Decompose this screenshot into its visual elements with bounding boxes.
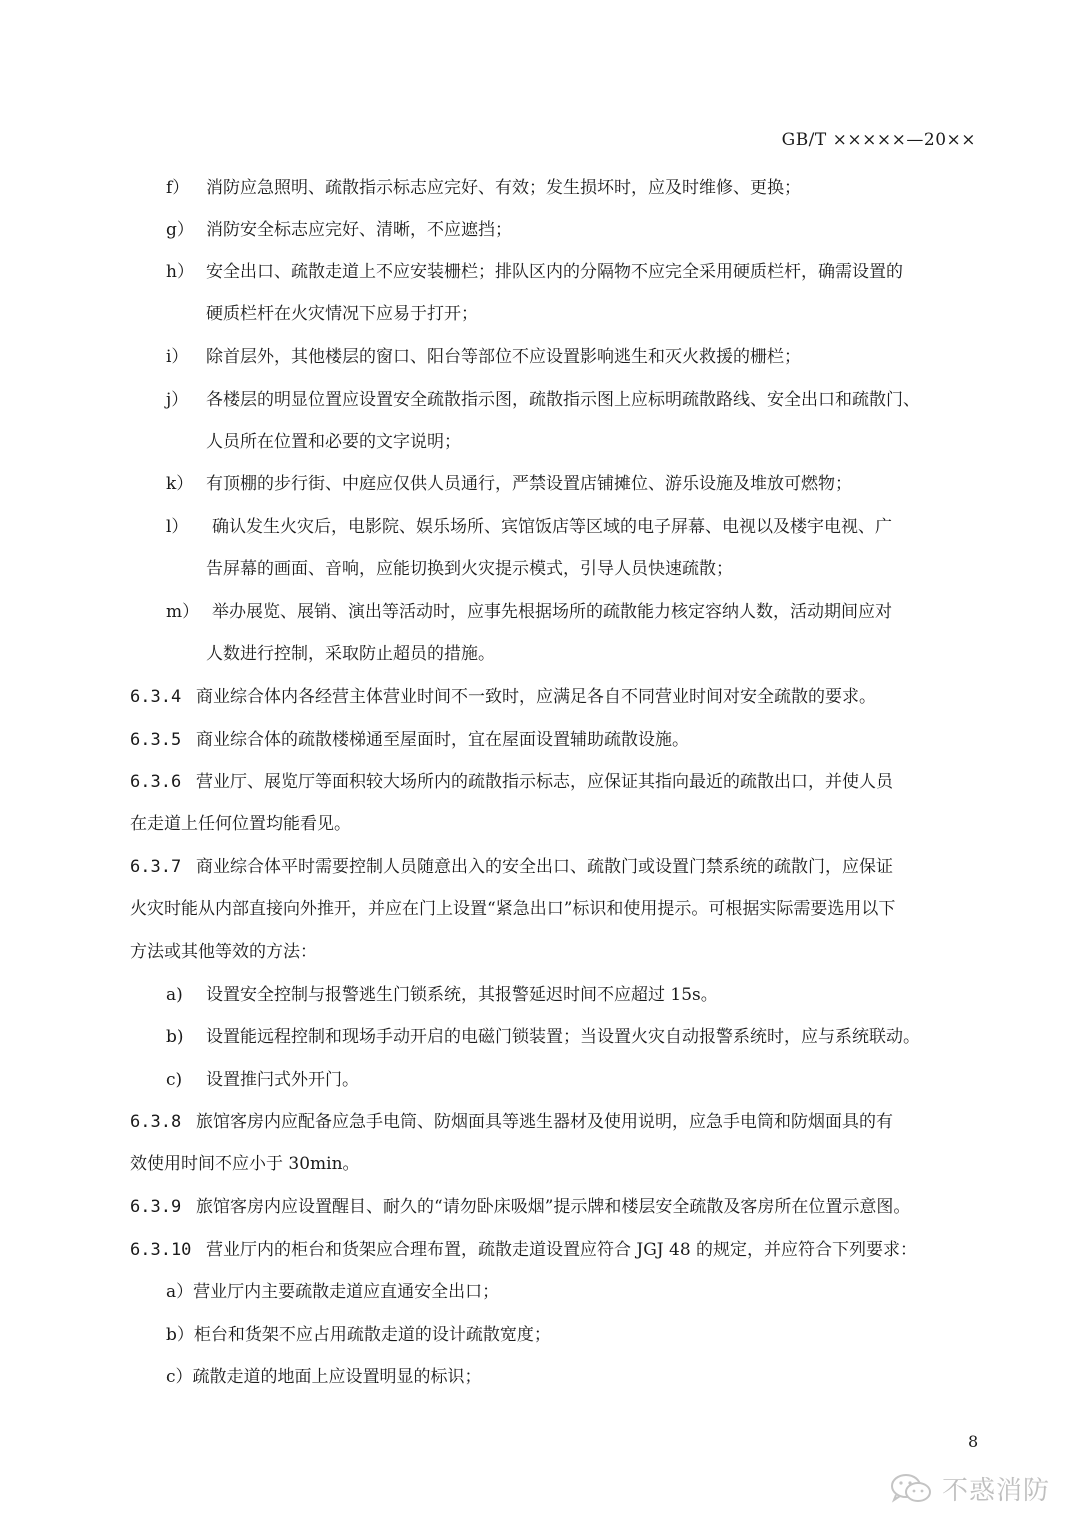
watermark: [888, 1468, 1058, 1508]
section-number-6-3-10: 6.3.10: [130, 1240, 192, 1260]
item-text-k: 有顶棚的步行街、中庭应仅供人员通行，严禁设置店铺摊位、游乐设施及堆放可燃物；: [206, 474, 852, 494]
sub-text-b: 设置能远程控制和现场手动开启的电磁门锁装置；当设置火灾自动报警系统时，应与系统联动。: [206, 1027, 920, 1047]
item-marker-k: k）: [166, 474, 194, 494]
item-marker-m: m）: [166, 602, 200, 622]
section-text-6-3-8-2: 效使用时间不应小于 30min。: [130, 1154, 360, 1174]
sub-marker-b: b): [166, 1027, 184, 1047]
section-text-6-3-5: 商业综合体的疏散楼梯通至屋面时，宜在屋面设置辅助疏散设施。: [196, 730, 689, 750]
item-text-g: 消防安全标志应完好、清晰，不应遮挡；: [206, 220, 512, 240]
item-text-l-2: 告屏幕的画面、音响，应能切换到火灾提示模式，引导人员快速疏散；: [206, 559, 733, 579]
item-text-i: 除首层外，其他楼层的窗口、阳台等部位不应设置影响逃生和灭火救援的栅栏；: [206, 347, 801, 367]
item-text-h-1: 安全出口、疏散走道上不应安装栅栏；排队区内的分隔物不应完全采用硬质栏杆，确需设置的: [206, 262, 903, 282]
section-number-6-3-9: 6.3.9: [130, 1197, 182, 1217]
section-text-6-3-6-2: 在走道上任何位置均能看见。: [130, 814, 351, 834]
sub-item-6-3-10-b: b）柜台和货架不应占用疏散走道的设计疏散宽度；: [166, 1325, 551, 1345]
item-text-f: 消防应急照明、疏散指示标志应完好、有效；发生损坏时，应及时维修、更换；: [206, 178, 801, 198]
item-marker-f: f）: [166, 178, 190, 198]
section-text-6-3-8-1: 旅馆客房内应配备应急手电筒、防烟面具等逃生器材及使用说明，应急手电筒和防烟面具的有: [196, 1112, 893, 1132]
item-text-j-1: 各楼层的明显位置应设置安全疏散指示图，疏散指示图上应标明疏散路线、安全出口和疏散门、: [206, 390, 920, 410]
section-text-6-3-10: 营业厅内的柜台和货架应合理布置，疏散走道设置应符合 JGJ 48 的规定，并应符合下列要求：: [206, 1240, 918, 1260]
section-number-6-3-4: 6.3.4: [130, 687, 182, 707]
wechat-icon: [888, 1472, 936, 1504]
section-text-6-3-9: 旅馆客房内应设置醒目、耐久的“请勿卧床吸烟”提示牌和楼层安全疏散及客房所在位置示意图。: [196, 1197, 911, 1217]
sub-marker-c: c): [166, 1070, 183, 1090]
section-text-6-3-4: 商业综合体内各经营主体营业时间不一致时，应满足各自不同营业时间对安全疏散的要求。: [196, 687, 876, 707]
section-text-6-3-6-1: 营业厅、展览厅等面积较大场所内的疏散指示标志，应保证其指向最近的疏散出口，并使人员: [196, 772, 893, 792]
section-number-6-3-7: 6.3.7: [130, 857, 182, 877]
item-text-l-1: 确认发生火灾后，电影院、娱乐场所、宾馆饭店等区域的电子屏幕、电视以及楼宇电视、广: [212, 517, 892, 537]
section-number-6-3-8: 6.3.8: [130, 1112, 182, 1132]
standard-code-header: GB/T ×××××—20××: [781, 130, 976, 150]
item-marker-l: l）: [166, 517, 189, 537]
item-text-m-2: 人数进行控制，采取防止超员的措施。: [206, 644, 495, 664]
item-text-m-1: 举办展览、展销、演出等活动时，应事先根据场所的疏散能力核定容纳人数，活动期间应对: [212, 602, 892, 622]
item-marker-h: h）: [166, 262, 194, 282]
watermark-text: 不惑消防: [942, 1475, 1051, 1506]
item-text-h-2: 硬质栏杆在火灾情况下应易于打开；: [206, 304, 478, 324]
section-number-6-3-6: 6.3.6: [130, 772, 182, 792]
sub-text-a: 设置安全控制与报警逃生门锁系统，其报警延迟时间不应超过 15s。: [206, 985, 718, 1005]
section-text-6-3-7-3: 方法或其他等效的方法：: [130, 942, 317, 962]
sub-item-6-3-10-a: a）营业厅内主要疏散走道应直通安全出口；: [166, 1282, 500, 1302]
sub-marker-a: a): [166, 985, 183, 1005]
section-text-6-3-7-1: 商业综合体平时需要控制人员随意出入的安全出口、疏散门或设置门禁系统的疏散门，应保证: [196, 857, 893, 877]
sub-text-c: 设置推闩式外开门。: [206, 1070, 359, 1090]
section-text-6-3-7-2: 火灾时能从内部直接向外推开，并应在门上设置“紧急出口”标识和使用提示。可根据实际需要选用以下: [130, 899, 896, 919]
item-marker-i: i）: [166, 347, 189, 367]
page-number: 8: [968, 1432, 979, 1451]
section-number-6-3-5: 6.3.5: [130, 730, 182, 750]
sub-item-6-3-10-c: c）疏散走道的地面上应设置明显的标识；: [166, 1367, 482, 1387]
item-text-j-2: 人员所在位置和必要的文字说明；: [206, 432, 461, 452]
item-marker-j: j）: [166, 390, 189, 410]
item-marker-g: g）: [166, 220, 194, 240]
